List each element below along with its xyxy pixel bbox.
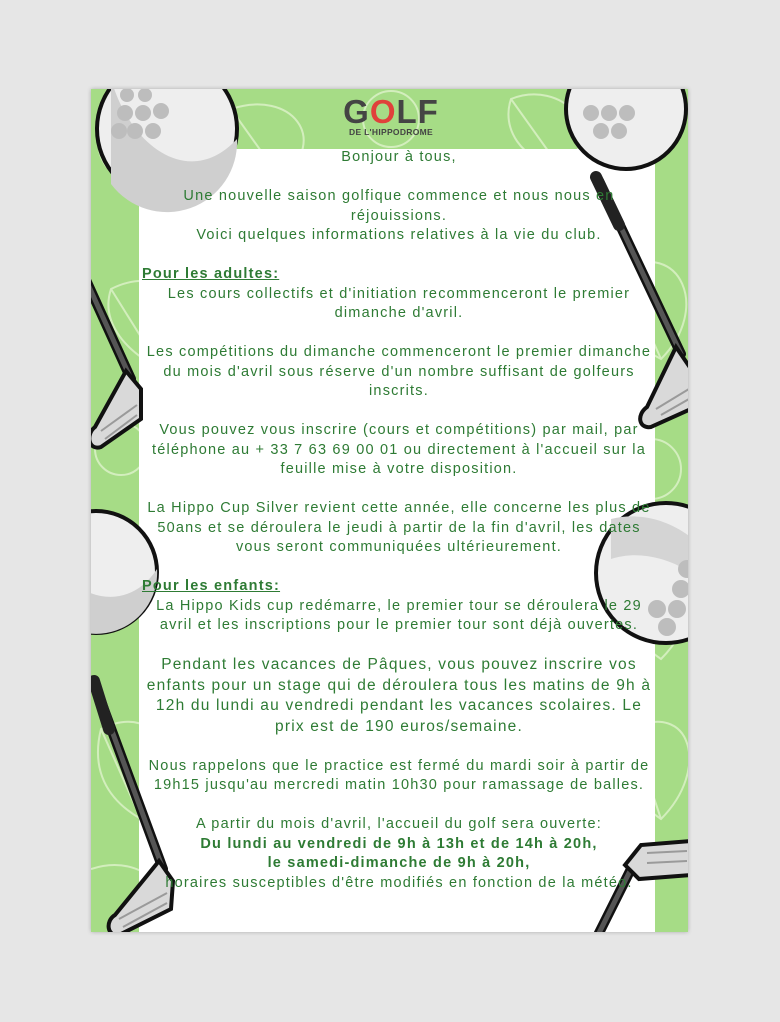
- intro-paragraph: Une nouvelle saison golfique commence et nous nous en réjouissions.: [183, 188, 615, 224]
- adults-heading: Pour les adultes:: [142, 266, 280, 282]
- hours-intro: A partir du mois d'avril, l'accueil du golf sera ouverte:: [196, 816, 602, 832]
- kids-heading: Pour les enfants:: [142, 578, 281, 594]
- intro-club-info: Voici quelques informations relatives à la vie du club.: [196, 227, 602, 243]
- adults-courses: Les cours collectifs et d'initiation recommenceront le premier dimanche d'avril.: [167, 285, 631, 321]
- practice-closure-note: Nous rappelons que le practice est fermé du mardi soir à partir de 19h15 jusqu'au mercredi matin 10h30 pour ramassage de balles.: [148, 757, 650, 793]
- hours-weather-note: horaires susceptibles d'être modifiés en fonction de la météo.: [165, 874, 633, 891]
- adults-registration: Vous pouvez vous inscrire (cours et compétitions) par mail, par téléphone au + 33 7 63 69 00 01 ou directement à l'accueil sur la feuille mise à votre disposition.: [152, 422, 646, 477]
- kids-hippo-cup: La Hippo Kids cup redémarre, le premier tour se déroulera le 29 avril et les inscriptions pour le premier tour sont déjà ouvertes.: [156, 597, 642, 633]
- golf-club-left: [91, 269, 141, 448]
- hours-weekend: le samedi-dimanche de 9h à 20h,: [267, 855, 531, 871]
- greeting: Bonjour à tous,: [341, 149, 457, 165]
- logo-letters-lf: LF: [396, 93, 439, 130]
- adults-competitions: Les compétitions du dimanche commenceront le premier dimanche du mois d'avril sous réserve d'un nombre suffisant de golfeurs inscrits.: [146, 344, 652, 399]
- logo-wordmark: [331, 95, 451, 129]
- logo-letter-g: G: [343, 93, 370, 130]
- flyer-page: [91, 89, 688, 932]
- kids-easter-camp: Pendant les vacances de Pâques, vous pouvez inscrire vos enfants pour un stage qui de déroulera tous les matins de 9h à 12h du lundi au vendredi pendant les vacances scolaires. Le prix est de 190 euros/semaine.: [146, 656, 652, 735]
- logo-subtitle: DE L'HIPPODROME: [349, 127, 433, 137]
- hours-weekdays: Du lundi au vendredi de 9h à 13h et de 14h à 20h,: [200, 835, 598, 852]
- golf-logo: [331, 95, 451, 145]
- letter-body: [142, 148, 656, 893]
- logo-letter-o: O: [369, 93, 397, 130]
- adults-hippo-cup: La Hippo Cup Silver revient cette année, elle concerne les plus de 50ans et se déroulera le jeudi à partir de la fin d'avril, les dates vous seront communiquées ultérieurement.: [147, 500, 651, 555]
